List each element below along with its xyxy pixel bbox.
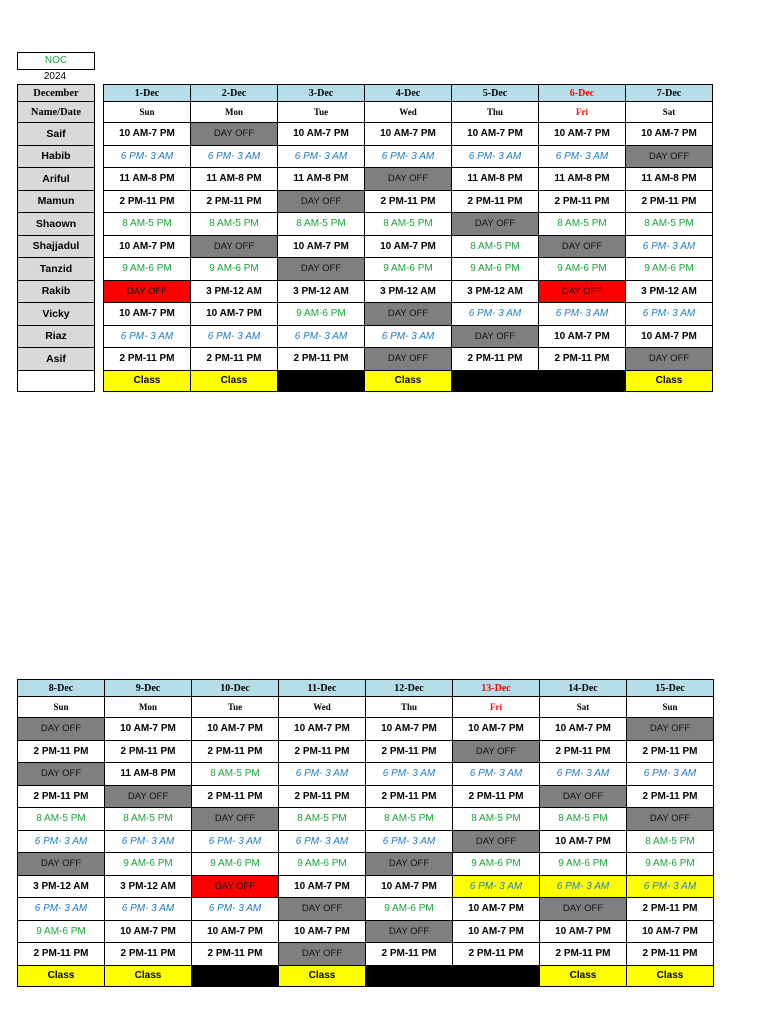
class-cell: Class bbox=[191, 370, 278, 391]
shift-cell: 6 PM- 3 AM bbox=[365, 325, 452, 348]
shift-cell: DAY OFF bbox=[192, 808, 279, 831]
shift-cell: 8 AM-5 PM bbox=[539, 213, 626, 236]
shift-cell: 6 PM- 3 AM bbox=[539, 145, 626, 168]
shift-cell: DAY OFF bbox=[191, 235, 278, 258]
day-header-row bbox=[18, 102, 713, 123]
shift-cell: 9 AM-6 PM bbox=[627, 853, 714, 876]
shift-cell: 3 PM-12 AM bbox=[18, 875, 105, 898]
class-cell: Class bbox=[365, 370, 452, 391]
date-header: 6-Dec bbox=[539, 85, 626, 102]
shift-cell: 6 PM- 3 AM bbox=[540, 875, 627, 898]
shift-cell: 11 AM-8 PM bbox=[452, 168, 539, 191]
day-header: Mon bbox=[105, 697, 192, 718]
shift-cell: 6 PM- 3 AM bbox=[278, 325, 365, 348]
shift-cell: 3 PM-12 AM bbox=[365, 280, 452, 303]
shift-cell: 9 AM-6 PM bbox=[105, 853, 192, 876]
shift-cell: 8 AM-5 PM bbox=[278, 213, 365, 236]
shift-cell: 8 AM-5 PM bbox=[627, 830, 714, 853]
table-row bbox=[18, 145, 713, 168]
shift-cell: 8 AM-5 PM bbox=[365, 213, 452, 236]
date-header: 11-Dec bbox=[279, 680, 366, 697]
shift-cell: 6 PM- 3 AM bbox=[278, 145, 365, 168]
shift-cell: 6 PM- 3 AM bbox=[105, 898, 192, 921]
shift-cell: DAY OFF bbox=[539, 280, 626, 303]
shift-cell: DAY OFF bbox=[365, 348, 452, 371]
shift-cell: 6 PM- 3 AM bbox=[192, 830, 279, 853]
shift-cell: 2 PM-11 PM bbox=[104, 190, 191, 213]
day-header: Sun bbox=[104, 102, 191, 123]
shift-cell: 10 AM-7 PM bbox=[453, 898, 540, 921]
shift-cell: 6 PM- 3 AM bbox=[279, 763, 366, 786]
shift-cell: DAY OFF bbox=[191, 123, 278, 146]
shift-cell: 2 PM-11 PM bbox=[105, 943, 192, 966]
shift-cell: 8 AM-5 PM bbox=[191, 213, 278, 236]
table-row bbox=[18, 740, 714, 763]
shift-cell: 6 PM- 3 AM bbox=[104, 145, 191, 168]
date-header: 5-Dec bbox=[452, 85, 539, 102]
shift-cell: 11 AM-8 PM bbox=[626, 168, 713, 191]
shift-cell: 3 PM-12 AM bbox=[278, 280, 365, 303]
shift-cell: DAY OFF bbox=[365, 303, 452, 326]
shift-cell: 3 PM-12 AM bbox=[105, 875, 192, 898]
shift-cell: DAY OFF bbox=[192, 875, 279, 898]
name-date-label: Name/Date bbox=[18, 102, 95, 123]
day-header: Wed bbox=[365, 102, 452, 123]
table-row bbox=[18, 280, 713, 303]
shift-cell: 6 PM- 3 AM bbox=[540, 763, 627, 786]
spacer-cell bbox=[95, 213, 104, 236]
date-header: 10-Dec bbox=[192, 680, 279, 697]
shift-cell: DAY OFF bbox=[539, 235, 626, 258]
blocked-cell bbox=[539, 370, 626, 391]
shift-cell: 2 PM-11 PM bbox=[627, 785, 714, 808]
day-header: Sun bbox=[627, 697, 714, 718]
shift-cell: 10 AM-7 PM bbox=[539, 325, 626, 348]
shift-cell: 8 AM-5 PM bbox=[626, 213, 713, 236]
shift-cell: DAY OFF bbox=[366, 920, 453, 943]
shift-cell: 11 AM-8 PM bbox=[539, 168, 626, 191]
date-header: 2-Dec bbox=[191, 85, 278, 102]
shift-cell: 8 AM-5 PM bbox=[192, 763, 279, 786]
spacer-cell bbox=[95, 258, 104, 281]
day-header: Fri bbox=[539, 102, 626, 123]
class-cell: Class bbox=[18, 965, 105, 986]
day-header: Thu bbox=[452, 102, 539, 123]
shift-cell: 6 PM- 3 AM bbox=[365, 145, 452, 168]
shift-cell: 10 AM-7 PM bbox=[104, 123, 191, 146]
shift-cell: DAY OFF bbox=[104, 280, 191, 303]
spacer-cell bbox=[95, 145, 104, 168]
shift-cell: 2 PM-11 PM bbox=[452, 348, 539, 371]
table-row bbox=[18, 325, 713, 348]
employee-name: Habib bbox=[18, 145, 95, 168]
shift-cell: 9 AM-6 PM bbox=[366, 898, 453, 921]
day-header-row bbox=[18, 697, 714, 718]
shift-cell: 2 PM-11 PM bbox=[191, 348, 278, 371]
shift-cell: 9 AM-6 PM bbox=[278, 303, 365, 326]
table-row bbox=[18, 168, 713, 191]
shift-cell: 11 AM-8 PM bbox=[191, 168, 278, 191]
blank-cell bbox=[18, 370, 95, 391]
day-header: Sat bbox=[540, 697, 627, 718]
shift-cell: 6 PM- 3 AM bbox=[452, 303, 539, 326]
shift-cell: 10 AM-7 PM bbox=[452, 123, 539, 146]
shift-cell: 2 PM-11 PM bbox=[105, 740, 192, 763]
shift-cell: 10 AM-7 PM bbox=[627, 920, 714, 943]
shift-cell: 10 AM-7 PM bbox=[279, 875, 366, 898]
spacer-cell bbox=[95, 280, 104, 303]
table-row bbox=[18, 808, 714, 831]
shift-cell: 2 PM-11 PM bbox=[453, 943, 540, 966]
shift-cell: DAY OFF bbox=[453, 740, 540, 763]
shift-cell: 2 PM-11 PM bbox=[366, 740, 453, 763]
shift-cell: 10 AM-7 PM bbox=[279, 718, 366, 741]
date-header-row bbox=[18, 680, 714, 697]
spacer-cell bbox=[95, 168, 104, 191]
shift-cell: 6 PM- 3 AM bbox=[453, 763, 540, 786]
shift-cell: 10 AM-7 PM bbox=[626, 325, 713, 348]
shift-cell: 6 PM- 3 AM bbox=[626, 235, 713, 258]
shift-cell: 2 PM-11 PM bbox=[366, 785, 453, 808]
blocked-cell bbox=[452, 370, 539, 391]
month-label: December bbox=[18, 85, 95, 102]
shift-cell: 2 PM-11 PM bbox=[18, 943, 105, 966]
employee-name: Shaown bbox=[18, 213, 95, 236]
shift-cell: 6 PM- 3 AM bbox=[105, 830, 192, 853]
shift-cell: DAY OFF bbox=[279, 943, 366, 966]
shift-cell: 10 AM-7 PM bbox=[191, 303, 278, 326]
shift-cell: 9 AM-6 PM bbox=[453, 853, 540, 876]
shift-cell: 2 PM-11 PM bbox=[626, 190, 713, 213]
table-row bbox=[18, 943, 714, 966]
date-header: 14-Dec bbox=[540, 680, 627, 697]
shift-cell: 8 AM-5 PM bbox=[18, 808, 105, 831]
shift-cell: 6 PM- 3 AM bbox=[452, 145, 539, 168]
shift-cell: 8 AM-5 PM bbox=[104, 213, 191, 236]
date-header: 9-Dec bbox=[105, 680, 192, 697]
shift-cell: 6 PM- 3 AM bbox=[18, 830, 105, 853]
shift-cell: 2 PM-11 PM bbox=[279, 785, 366, 808]
shift-cell: 6 PM- 3 AM bbox=[453, 875, 540, 898]
employee-name: Rakib bbox=[18, 280, 95, 303]
employee-name: Mamun bbox=[18, 190, 95, 213]
shift-cell: 6 PM- 3 AM bbox=[627, 875, 714, 898]
shift-cell: 2 PM-11 PM bbox=[278, 348, 365, 371]
table-row bbox=[18, 213, 713, 236]
spacer-cell bbox=[95, 348, 104, 371]
shift-cell: 9 AM-6 PM bbox=[452, 258, 539, 281]
shift-cell: 3 PM-12 AM bbox=[452, 280, 539, 303]
shift-cell: 2 PM-11 PM bbox=[453, 785, 540, 808]
shift-cell: DAY OFF bbox=[18, 718, 105, 741]
shift-cell: 2 PM-11 PM bbox=[627, 943, 714, 966]
shift-cell: 2 PM-11 PM bbox=[18, 785, 105, 808]
shift-cell: 11 AM-8 PM bbox=[278, 168, 365, 191]
shift-cell: 9 AM-6 PM bbox=[192, 853, 279, 876]
shift-cell: 2 PM-11 PM bbox=[627, 740, 714, 763]
class-cell: Class bbox=[104, 370, 191, 391]
table-row bbox=[18, 763, 714, 786]
shift-cell: DAY OFF bbox=[365, 168, 452, 191]
spacer-cell bbox=[95, 123, 104, 146]
shift-cell: 8 AM-5 PM bbox=[279, 808, 366, 831]
table-row bbox=[18, 123, 713, 146]
shift-cell: DAY OFF bbox=[278, 258, 365, 281]
table-row bbox=[18, 920, 714, 943]
shift-cell: 9 AM-6 PM bbox=[191, 258, 278, 281]
shift-cell: 10 AM-7 PM bbox=[540, 718, 627, 741]
shift-cell: 2 PM-11 PM bbox=[365, 190, 452, 213]
table-row bbox=[18, 303, 713, 326]
class-cell: Class bbox=[540, 965, 627, 986]
shift-cell: 9 AM-6 PM bbox=[539, 258, 626, 281]
shift-cell: 10 AM-7 PM bbox=[626, 123, 713, 146]
shift-cell: 11 AM-8 PM bbox=[105, 763, 192, 786]
shift-cell: 11 AM-8 PM bbox=[104, 168, 191, 191]
shift-cell: 2 PM-11 PM bbox=[192, 785, 279, 808]
day-header: Sat bbox=[626, 102, 713, 123]
employee-name: Asif bbox=[18, 348, 95, 371]
shift-cell: 10 AM-7 PM bbox=[453, 920, 540, 943]
shift-cell: 10 AM-7 PM bbox=[192, 718, 279, 741]
shift-cell: DAY OFF bbox=[627, 808, 714, 831]
shift-cell: 10 AM-7 PM bbox=[539, 123, 626, 146]
shift-cell: 10 AM-7 PM bbox=[365, 235, 452, 258]
shift-cell: 2 PM-11 PM bbox=[539, 190, 626, 213]
shift-cell: DAY OFF bbox=[453, 830, 540, 853]
shift-cell: 2 PM-11 PM bbox=[540, 943, 627, 966]
shift-cell: 2 PM-11 PM bbox=[539, 348, 626, 371]
day-header: Tue bbox=[192, 697, 279, 718]
shift-cell: DAY OFF bbox=[452, 325, 539, 348]
shift-cell: 8 AM-5 PM bbox=[366, 808, 453, 831]
class-cell: Class bbox=[105, 965, 192, 986]
shift-cell: 8 AM-5 PM bbox=[105, 808, 192, 831]
shift-cell: 10 AM-7 PM bbox=[104, 303, 191, 326]
class-cell: Class bbox=[626, 370, 713, 391]
employee-name: Saif bbox=[18, 123, 95, 146]
table-row bbox=[18, 898, 714, 921]
day-header: Fri bbox=[453, 697, 540, 718]
schedule-week-1 bbox=[17, 84, 713, 392]
shift-cell: 6 PM- 3 AM bbox=[366, 830, 453, 853]
day-header: Sun bbox=[18, 697, 105, 718]
shift-cell: 6 PM- 3 AM bbox=[191, 325, 278, 348]
class-cell: Class bbox=[279, 965, 366, 986]
shift-cell: 6 PM- 3 AM bbox=[18, 898, 105, 921]
date-header: 7-Dec bbox=[626, 85, 713, 102]
shift-cell: 3 PM-12 AM bbox=[626, 280, 713, 303]
spacer-cell bbox=[95, 85, 104, 102]
shift-cell: DAY OFF bbox=[105, 785, 192, 808]
shift-cell: 9 AM-6 PM bbox=[626, 258, 713, 281]
shift-cell: DAY OFF bbox=[279, 898, 366, 921]
shift-cell: 6 PM- 3 AM bbox=[539, 303, 626, 326]
day-header: Mon bbox=[191, 102, 278, 123]
date-header: 1-Dec bbox=[104, 85, 191, 102]
shift-cell: 6 PM- 3 AM bbox=[192, 898, 279, 921]
shift-cell: 10 AM-7 PM bbox=[366, 875, 453, 898]
shift-cell: 10 AM-7 PM bbox=[540, 830, 627, 853]
spacer-cell bbox=[95, 102, 104, 123]
shift-cell: 10 AM-7 PM bbox=[104, 235, 191, 258]
date-header: 13-Dec bbox=[453, 680, 540, 697]
shift-cell: 10 AM-7 PM bbox=[279, 920, 366, 943]
employee-name: Riaz bbox=[18, 325, 95, 348]
shift-cell: DAY OFF bbox=[18, 763, 105, 786]
shift-cell: 9 AM-6 PM bbox=[18, 920, 105, 943]
shift-cell: 2 PM-11 PM bbox=[192, 740, 279, 763]
employee-name: Ariful bbox=[18, 168, 95, 191]
table-row bbox=[18, 718, 714, 741]
date-header: 15-Dec bbox=[627, 680, 714, 697]
date-header: 4-Dec bbox=[365, 85, 452, 102]
day-header: Wed bbox=[279, 697, 366, 718]
class-row bbox=[18, 965, 714, 986]
shift-cell: 2 PM-11 PM bbox=[279, 740, 366, 763]
shift-cell: 6 PM- 3 AM bbox=[104, 325, 191, 348]
shift-cell: 2 PM-11 PM bbox=[18, 740, 105, 763]
blocked-cell bbox=[366, 965, 453, 986]
spacer-cell bbox=[95, 190, 104, 213]
spacer-cell bbox=[95, 325, 104, 348]
table-row bbox=[18, 785, 714, 808]
employee-name: Shajjadul bbox=[18, 235, 95, 258]
shift-cell: DAY OFF bbox=[626, 145, 713, 168]
shift-cell: DAY OFF bbox=[627, 718, 714, 741]
blocked-cell bbox=[192, 965, 279, 986]
shift-cell: 2 PM-11 PM bbox=[104, 348, 191, 371]
blocked-cell bbox=[278, 370, 365, 391]
shift-cell: 2 PM-11 PM bbox=[191, 190, 278, 213]
shift-cell: 8 AM-5 PM bbox=[540, 808, 627, 831]
shift-cell: 8 AM-5 PM bbox=[452, 235, 539, 258]
shift-cell: 2 PM-11 PM bbox=[452, 190, 539, 213]
shift-cell: 2 PM-11 PM bbox=[366, 943, 453, 966]
shift-cell: 6 PM- 3 AM bbox=[279, 830, 366, 853]
shift-cell: 3 PM-12 AM bbox=[191, 280, 278, 303]
table-row bbox=[18, 258, 713, 281]
shift-cell: DAY OFF bbox=[366, 853, 453, 876]
shift-cell: 10 AM-7 PM bbox=[365, 123, 452, 146]
shift-cell: 6 PM- 3 AM bbox=[626, 303, 713, 326]
table-row bbox=[18, 875, 714, 898]
shift-cell: 6 PM- 3 AM bbox=[191, 145, 278, 168]
shift-cell: DAY OFF bbox=[18, 853, 105, 876]
employee-name: Vicky bbox=[18, 303, 95, 326]
year-label: 2024 bbox=[43, 71, 67, 82]
shift-cell: 2 PM-11 PM bbox=[540, 740, 627, 763]
table-row bbox=[18, 853, 714, 876]
shift-cell: 6 PM- 3 AM bbox=[366, 763, 453, 786]
table-row bbox=[18, 830, 714, 853]
shift-cell: 10 AM-7 PM bbox=[453, 718, 540, 741]
shift-cell: 8 AM-5 PM bbox=[453, 808, 540, 831]
noc-label: NOC bbox=[17, 52, 95, 70]
shift-cell: 10 AM-7 PM bbox=[192, 920, 279, 943]
shift-cell: 10 AM-7 PM bbox=[366, 718, 453, 741]
shift-cell: 10 AM-7 PM bbox=[278, 123, 365, 146]
shift-cell: 10 AM-7 PM bbox=[278, 235, 365, 258]
schedule-week-2 bbox=[17, 679, 714, 987]
shift-cell: 9 AM-6 PM bbox=[540, 853, 627, 876]
shift-cell: 2 PM-11 PM bbox=[192, 943, 279, 966]
employee-name: Tanzid bbox=[18, 258, 95, 281]
date-header: 8-Dec bbox=[18, 680, 105, 697]
shift-cell: 10 AM-7 PM bbox=[105, 718, 192, 741]
date-header-row bbox=[18, 85, 713, 102]
shift-cell: 9 AM-6 PM bbox=[279, 853, 366, 876]
table-row bbox=[18, 235, 713, 258]
shift-cell: 10 AM-7 PM bbox=[540, 920, 627, 943]
shift-cell: 9 AM-6 PM bbox=[365, 258, 452, 281]
shift-cell: DAY OFF bbox=[540, 785, 627, 808]
shift-cell: 9 AM-6 PM bbox=[104, 258, 191, 281]
shift-cell: 6 PM- 3 AM bbox=[627, 763, 714, 786]
date-header: 3-Dec bbox=[278, 85, 365, 102]
spacer-cell bbox=[95, 370, 104, 391]
table-row bbox=[18, 190, 713, 213]
day-header: Thu bbox=[366, 697, 453, 718]
date-header: 12-Dec bbox=[366, 680, 453, 697]
shift-cell: 2 PM-11 PM bbox=[627, 898, 714, 921]
blocked-cell bbox=[453, 965, 540, 986]
shift-cell: DAY OFF bbox=[452, 213, 539, 236]
spacer-cell bbox=[95, 235, 104, 258]
shift-cell: DAY OFF bbox=[278, 190, 365, 213]
day-header: Tue bbox=[278, 102, 365, 123]
table-row bbox=[18, 348, 713, 371]
spacer-cell bbox=[95, 303, 104, 326]
shift-cell: DAY OFF bbox=[540, 898, 627, 921]
class-cell: Class bbox=[627, 965, 714, 986]
shift-cell: DAY OFF bbox=[626, 348, 713, 371]
shift-cell: 10 AM-7 PM bbox=[105, 920, 192, 943]
class-row bbox=[18, 370, 713, 391]
